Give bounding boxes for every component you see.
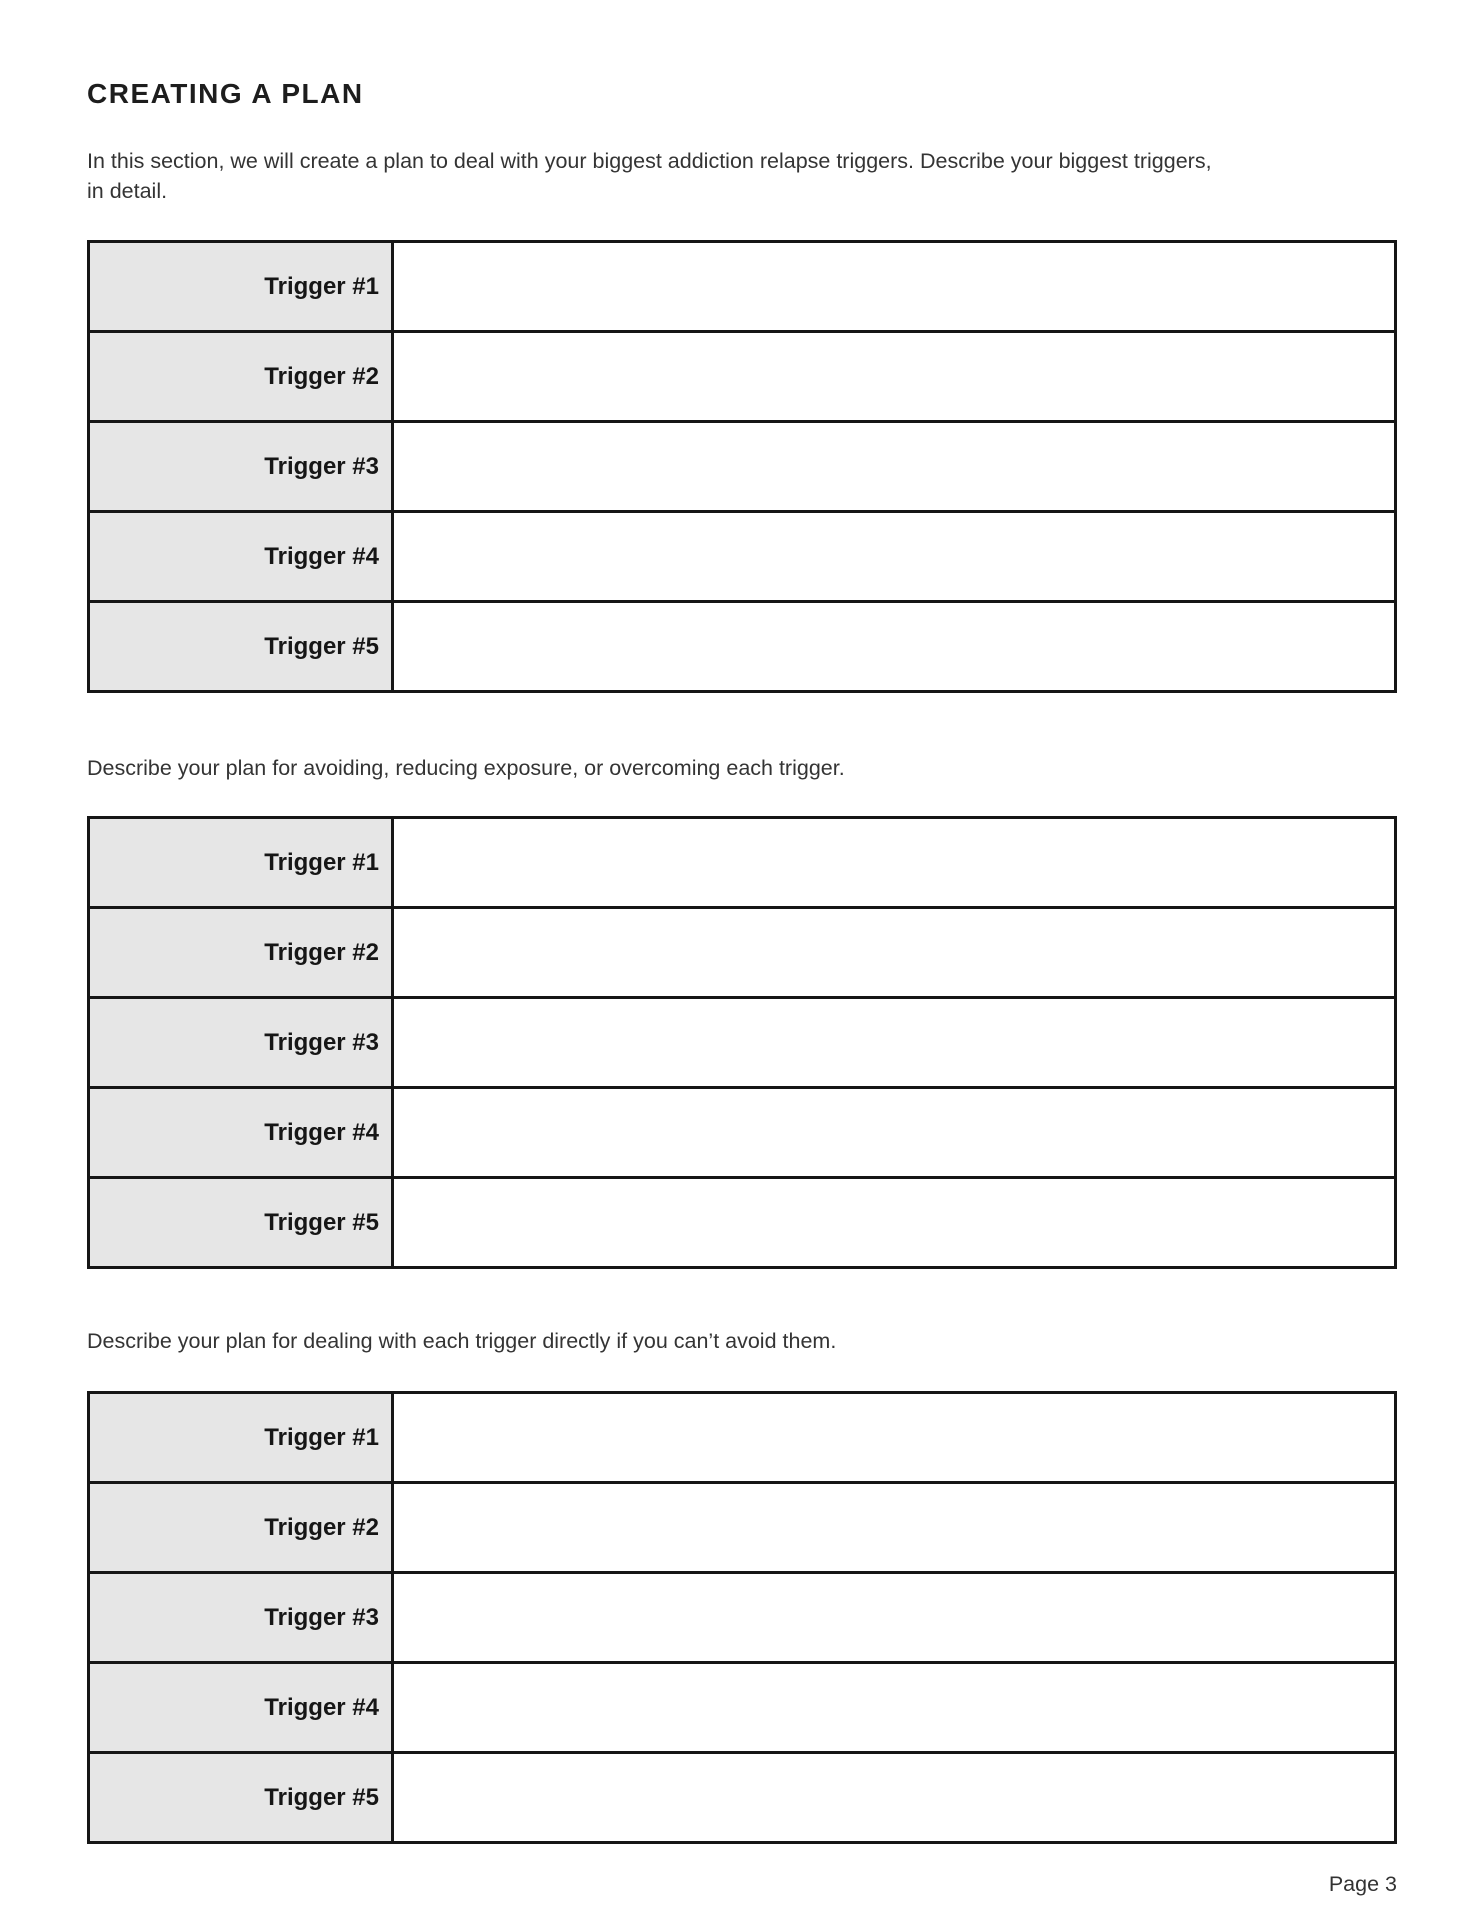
- table-row: [89, 1573, 1396, 1663]
- trigger-label: Trigger #1: [89, 242, 393, 332]
- table-row: [89, 602, 1396, 692]
- trigger-value-field[interactable]: [393, 332, 1396, 422]
- table-row: [89, 332, 1396, 422]
- trigger-label: Trigger #3: [89, 1573, 393, 1663]
- trigger-label: Trigger #1: [89, 1393, 393, 1483]
- trigger-label: Trigger #2: [89, 908, 393, 998]
- trigger-label: Trigger #3: [89, 998, 393, 1088]
- table-row: [89, 1088, 1396, 1178]
- biggest-triggers-table: [87, 240, 1397, 693]
- table-row: [89, 512, 1396, 602]
- trigger-value-field[interactable]: [393, 1483, 1396, 1573]
- trigger-value-field[interactable]: [393, 1573, 1396, 1663]
- page-title: CREATING A PLAN: [87, 78, 364, 109]
- trigger-value-field[interactable]: [393, 602, 1396, 692]
- trigger-label: Trigger #5: [89, 1753, 393, 1843]
- table-row: [89, 908, 1396, 998]
- trigger-value-field[interactable]: [393, 818, 1396, 908]
- table-row: [89, 1178, 1396, 1268]
- trigger-value-field[interactable]: [393, 1663, 1396, 1753]
- page-number: Page 3: [1328, 1872, 1397, 1896]
- trigger-label: Trigger #4: [89, 1663, 393, 1753]
- intro-line-1: In this section, we will create a plan to deal with your biggest addiction relapse triggers. Describe your biggest triggers,: [87, 149, 1212, 173]
- trigger-value-field[interactable]: [393, 1753, 1396, 1843]
- trigger-label: Trigger #4: [89, 1088, 393, 1178]
- trigger-value-field[interactable]: [393, 242, 1396, 332]
- trigger-value-field[interactable]: [393, 998, 1396, 1088]
- trigger-value-field[interactable]: [393, 1178, 1396, 1268]
- intro-paragraph: [87, 146, 1397, 206]
- table-row: [89, 1663, 1396, 1753]
- trigger-value-field[interactable]: [393, 422, 1396, 512]
- avoidance-plan-table: [87, 816, 1397, 1269]
- trigger-value-field[interactable]: [393, 1088, 1396, 1178]
- trigger-label: Trigger #1: [89, 818, 393, 908]
- table-row: [89, 998, 1396, 1088]
- trigger-label: Trigger #2: [89, 1483, 393, 1573]
- trigger-label: Trigger #5: [89, 1178, 393, 1268]
- trigger-label: Trigger #2: [89, 332, 393, 422]
- trigger-label: Trigger #5: [89, 602, 393, 692]
- table-row: [89, 1393, 1396, 1483]
- direct-plan-prompt: Describe your plan for dealing with each trigger directly if you can’t avoid them.: [87, 1329, 837, 1353]
- table-row: [89, 1483, 1396, 1573]
- trigger-value-field[interactable]: [393, 1393, 1396, 1483]
- avoidance-plan-prompt: Describe your plan for avoiding, reducing exposure, or overcoming each trigger.: [87, 756, 845, 780]
- table-row: [89, 1753, 1396, 1843]
- table-row: [89, 242, 1396, 332]
- trigger-label: Trigger #4: [89, 512, 393, 602]
- table-row: [89, 818, 1396, 908]
- trigger-label: Trigger #3: [89, 422, 393, 512]
- trigger-value-field[interactable]: [393, 512, 1396, 602]
- table-row: [89, 422, 1396, 512]
- intro-line-2: in detail.: [87, 179, 168, 203]
- trigger-value-field[interactable]: [393, 908, 1396, 998]
- direct-plan-table: [87, 1391, 1397, 1844]
